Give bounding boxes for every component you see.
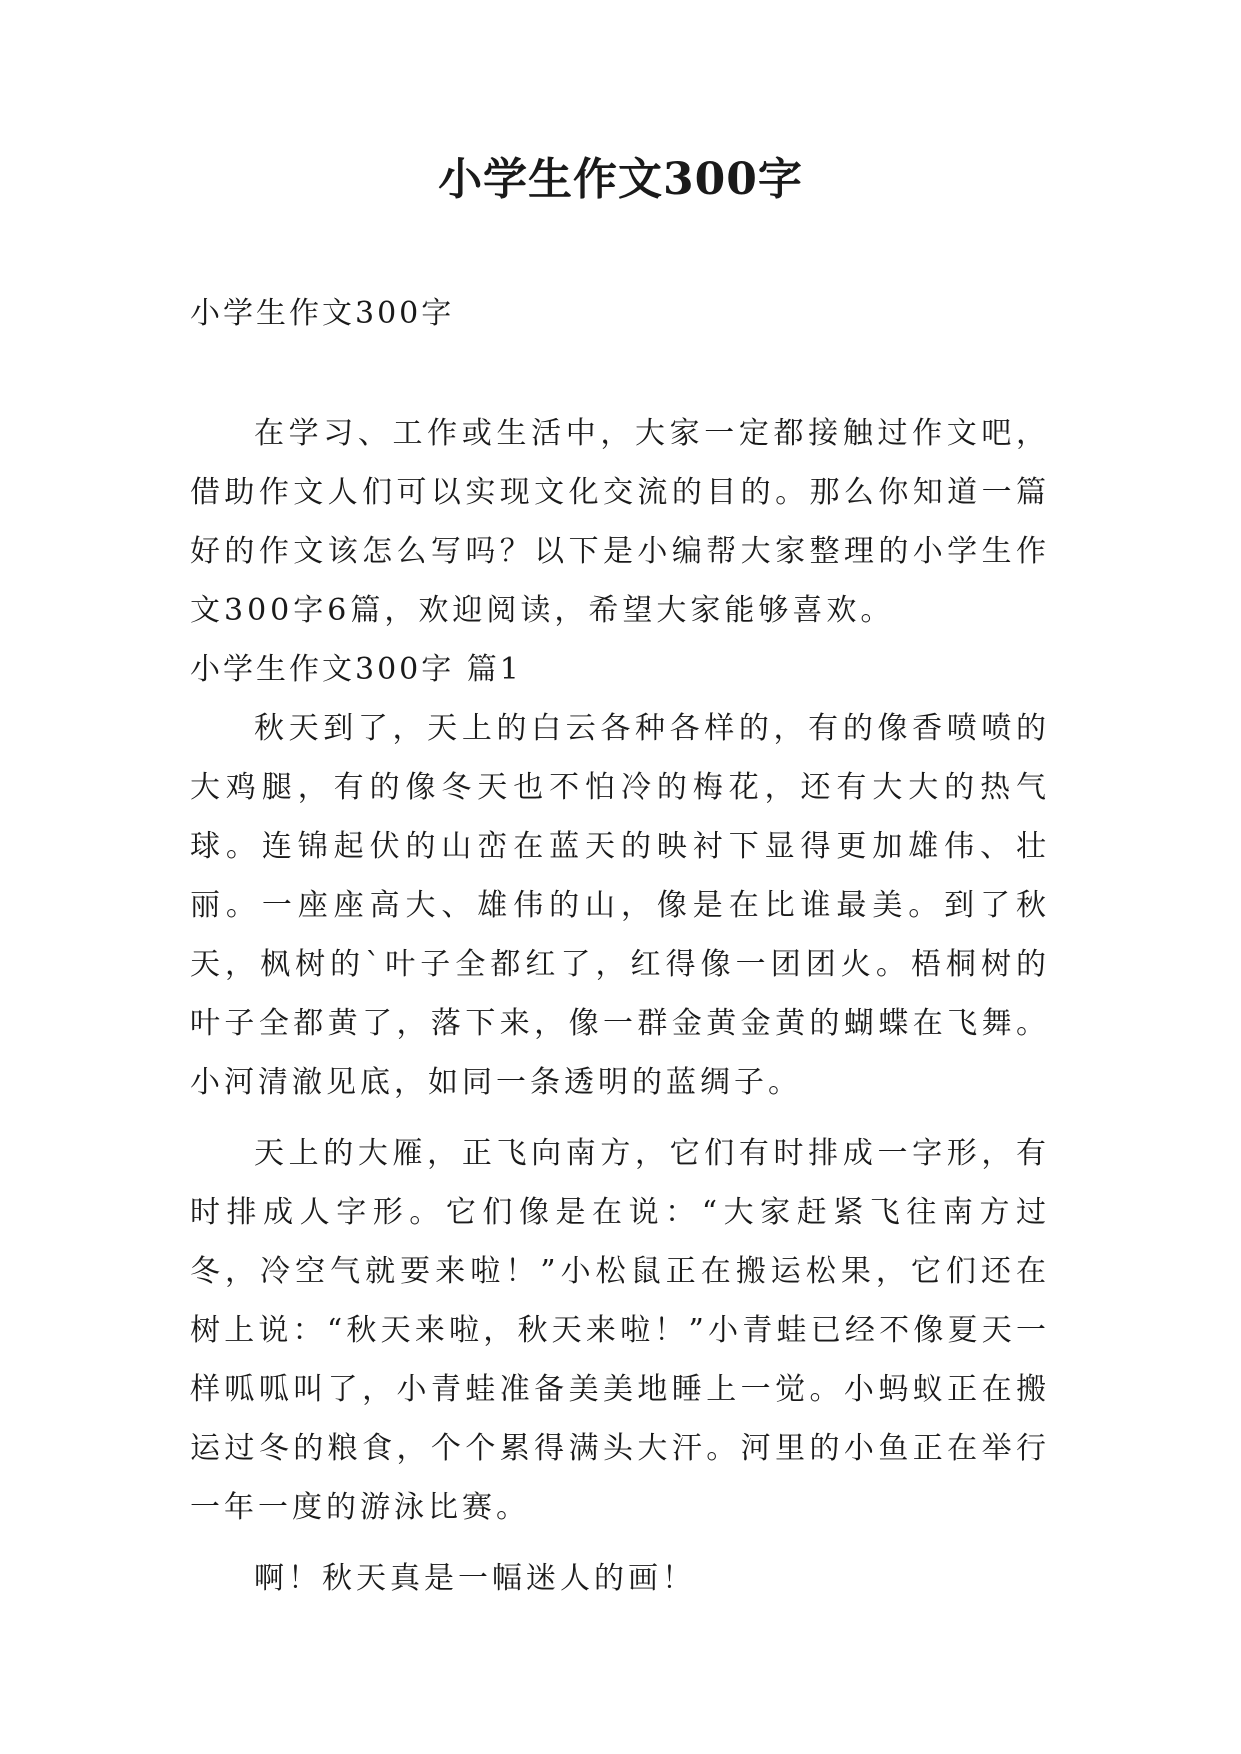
essay-paragraph-3: 啊！秋天真是一幅迷人的画！ <box>254 1561 696 1596</box>
essay-paragraph-2: 天上的大雁，正飞向南方，它们有时排成一字形，有时排成人字形。它们像是在说：“大家赶紧飞往南方过冬，冷空气就要来啦！”小松鼠正在搬运松果，它们还在树上说：“秋天来啦，秋天来啦！”小青蛙已经不像夏天一样呱呱叫了，小青蛙准备美美地睡上一觉。小蚂蚁正在搬运过冬的粮食，个个累得满头大汗。河里的小鱼正在举行一年一度的游泳比赛。 <box>190 1136 1050 1525</box>
intro-paragraph: 在学习、工作或生活中，大家一定都接触过作文吧，借助作文人们可以实现文化交流的目的。那么你知道一篇好的作文该怎么写吗？以下是小编帮大家整理的小学生作文300字6篇，欢迎阅读，希望大家能够喜欢。 <box>190 416 1050 628</box>
essay-paragraph-1: 秋天到了，天上的白云各种各样的，有的像香喷喷的大鸡腿，有的像冬天也不怕冷的梅花，还有大大的热气球。连锦起伏的山峦在蓝天的映衬下显得更加雄伟、壮丽。一座座高大、雄伟的山，像是在比谁最美。到了秋天，枫树的`叶子全都红了，红得像一团团火。梧桐树的叶子全都黄了，落下来，像一群金黄金黄的蝴蝶在飞舞。小河清澈见底，如同一条透明的蓝绸子。 <box>190 711 1050 1100</box>
document-subtitle: 小学生作文300字 <box>190 296 455 331</box>
document-title: 小学生作文300字 <box>438 154 803 205</box>
document-body <box>190 404 1050 1608</box>
section-heading: 小学生作文300字 篇1 <box>190 652 522 687</box>
